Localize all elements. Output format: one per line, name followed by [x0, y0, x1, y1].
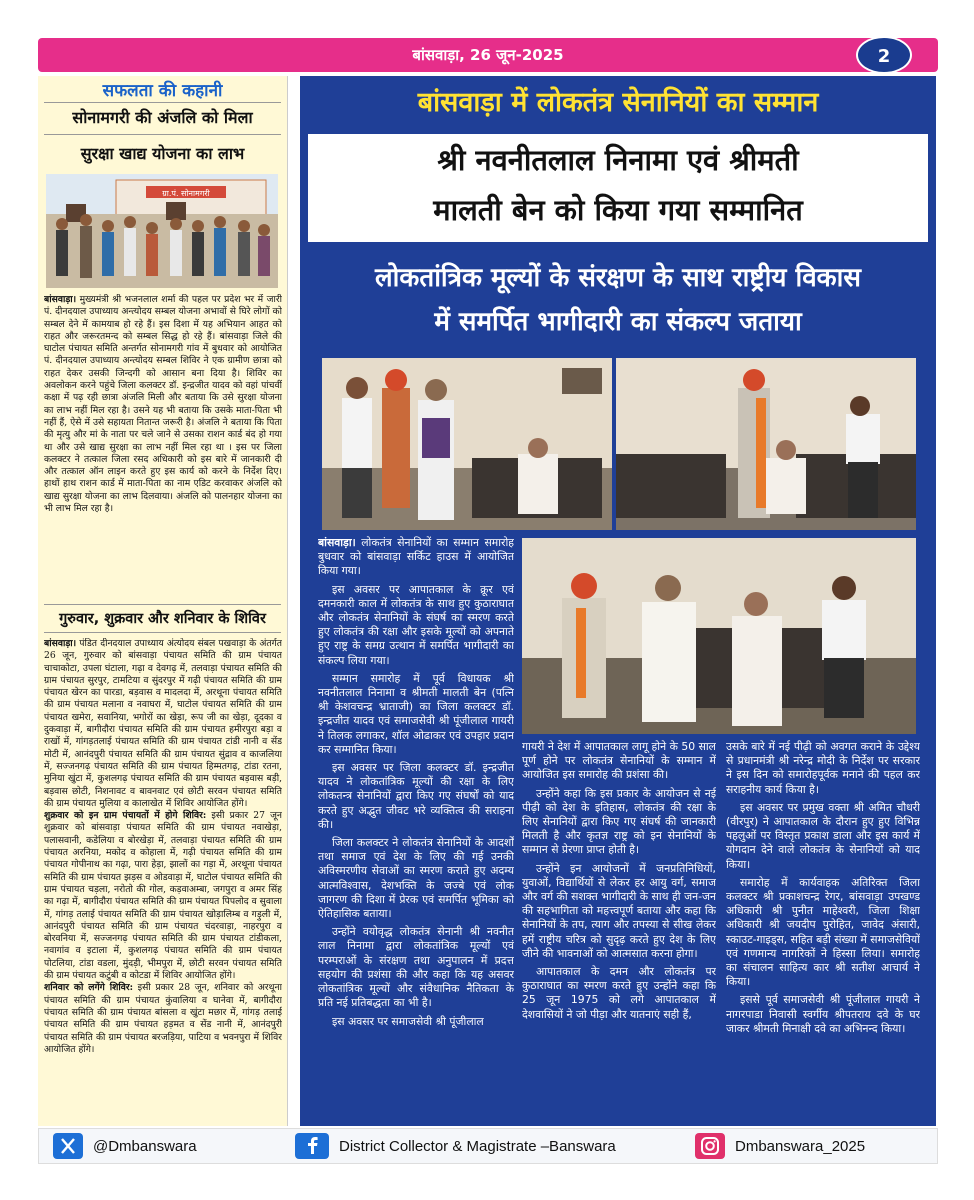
photo-3-graphic [522, 538, 916, 734]
page-header [38, 38, 938, 72]
story-headline-2: सुरक्षा खाद्य योजना का लाभ [80, 144, 245, 163]
divider [44, 102, 281, 103]
camp-subhead: गुरुवार, शुक्रवार और शनिवार के शिविर [59, 611, 266, 627]
main-title: बांसवाड़ा में लोकतंत्र सेनानियों का सम्मान [417, 87, 819, 118]
headline-line-1: श्री नवनीतलाल निनामा एवं श्रीमती [437, 143, 799, 177]
twitter-handle[interactable]: @Dmbanswara [93, 1138, 197, 1155]
page-number: 2 [856, 36, 912, 74]
article-column-2 [522, 740, 716, 1118]
article-column-3 [726, 740, 920, 1118]
paragraph: आपातकाल के दमन और लोकतंत्र पर कुठाराघात का स्मरण करते हुए उन्होंने कहा कि 25 जून 1975 को लगे आपातकाल में देशवासियों ने जो पीड़ा और यातनाएं सही हैं, [522, 965, 716, 1021]
story-dateline: बांसवाड़ा। [44, 294, 77, 305]
paragraph: इस अवसर पर समाजसेवी श्री पूंजीलाल [332, 1014, 484, 1028]
felicitation-photo-2 [616, 358, 916, 530]
article-column-1 [318, 536, 514, 1118]
paragraph: उन्होंने वयोवृद्ध लोकतंत्र सेनानी श्री नवनीत लाल निनामा द्वारा लोकतांत्रिक मूल्यों एवं परम्पराओं के संरक्षण तथा अनुपालन में प्रदत्त सहयोग की प्रशंसा की और कहा कि यह असवर लोकतांत्रिक मूल्यों और संवैधानिक नैतिकता के प्रति नई प्रतिबद्धता का भी है। [318, 925, 514, 1010]
camp-dateline: बांसवाड़ा। [44, 638, 77, 649]
paragraph [318, 536, 514, 579]
story-text: मुख्यमंत्री श्री भजनलाल शर्मा की पहल पर प्रदेश भर में जारी पं. दीनदयाल उपाध्याय अन्त्योदय सम्बल योजना अभावों से घिरे लोगों को सम्बल देने में कामयाब हो रहे हैं। इस दिशा में यह अभियान आहत को राहत और जरूरतमन्द को सम्बल सिद्ध हो रहे हैं। बांसवाड़ा जिले की घाटोल पंचायत समिति अन्तर्गत सोनामगरी गांव में बुधवार को आयोजित पं. दीनदयाल उपाध्याय अन्त्योदय सम्बल शिविर ने एक ग्रामीण छात्रा को राहत देकर उसकी जिन्दगी को आसान बना दिया है। शिविर का अवलोकन करने पहुंचे जिला कलक्टर डॉ. इन्द्रजीत यादव को वहां पांचवीं कक्षा में पढ़ रही छात्रा अंजलि मिली और बताया कि उसे सुरक्षा योजना का लाभ नहीं मिल रहा है। उसने यह भी बताया कि उसके माता-पिता भी नहीं हैं, ऐसे में उसे सहायता नितान्त जरूरी है। अंजलि ने बताया कि पिता की मृत्यु और मां के नाता पर चले जाने से उसका राशन कार्ड बंद हो गया था और उसे खाद्य सुरक्षा का लाभ नहीं मिल रहा था । इस पर जिला कलक्टर ने तत्काल जिला रसद अधिकारी को इस बारे में जानकारी दी और तत्काल ऑन लाइन करते हुए इस कार्य को करने के निर्देश दिए। हाथों हाथ राशन कार्ड में माता-पिता का नाम एडिट करवाकर अंजलि को खाद्य सुरक्षा योजना का लाभ दिलवाया। अंजलि को पालनहार योजना का भी लाभ मिल रहा है। [44, 294, 282, 515]
paragraph: समारोह में कार्यवाहक अतिरिक्त जिला कलक्टर श्री प्रकाशचन्द्र रेगर, बांसवाड़ा उपखण्ड अधिकारी श्री पुनीत माहेश्वरी, जिला शिक्षा अधिकारी श्री जयदीप पुरोहित, जावेद अंसारी, स्काउट-गाइड्स, सहित बड़ी संख्या में समाजसेवियों एवं गणमान्य नागरिकों ने हिस्सा लिया। समारोह का संचालन साहित्य कार श्री सतीश आचार्य ने किया। [726, 875, 920, 989]
instagram-glyph [695, 1133, 725, 1159]
paragraph: इस अवसर पर जिला कलक्टर डॉ. इन्द्रजीत यादव ने लोकतांत्रिक मूल्यों की रक्षा के लिए लोकतन्त्र सेनानियों द्वारा किए गए संघर्षों को याद करते हुए अद्भुत जीवट भरे व्यक्तित्व की सराहना की। [318, 761, 514, 831]
story-body [44, 294, 282, 600]
instagram-handle[interactable]: Dmbanswara_2025 [735, 1138, 866, 1155]
article-dateline: बांसवाड़ा। [318, 536, 356, 549]
paragraph: इस अवसर पर प्रमुख वक्ता श्री अमित चौधरी (वीरपुर) ने आपातकाल के दौरान हुए हुए विभिन्न पहलुओं पर विस्तृत प्रकाश डाला और इस कार्य में योगदान देने वाले लोकतंत्र के सेनानियों को याद किया। [726, 800, 920, 871]
friday-head: शुक्रवार को इन ग्राम पंचायतों में होगे शिविर: [44, 810, 207, 822]
x-twitter-glyph [53, 1133, 83, 1159]
paragraph: जिला कलक्टर ने लोकतंत्र सेनानियों के आदर्शों तथा समाज एवं देश के लिए की गई उनकी अविस्मरणीय सेवाओं का स्मरण कराते हुए अदम्य आत्मविश्वास, देशभक्ति के जज्बे एवं लोक जागरण की दिशा में प्रेरक एवं समर्पित भूमिका को ऐतिहासिक बताया। [318, 836, 514, 921]
paragraph-text: लोकतंत्र सेनानियों का सम्मान समारोह बुधवार को बांसवाड़ा सर्किट हाउस में आयोजित किया गया। [318, 536, 514, 578]
date-line: बांसवाड़ा, 26 जून-2025 [412, 46, 564, 64]
subtitle-line-1: लोकतांत्रिक मूल्यों के संरक्षण के साथ राष्ट्रीय विकास [375, 263, 861, 293]
divider [44, 134, 281, 135]
divider [44, 632, 281, 633]
paragraph: इस अवसर पर आपातकाल के क्रूर एवं दमनकारी काल में लोकतंत्र के साथ हुए कुठाराघात और लोकतंत्र सेनानियों के संघर्ष का स्मरण करते हुए लोकतंत्र की रक्षा और इसके मूल्यों को अपनाते हुए राष्ट्र के समग्र उत्थान में समर्पित भागीदारी का संकल्प लिया गया। [318, 582, 514, 667]
divider [44, 604, 281, 605]
facebook-icon[interactable] [295, 1133, 329, 1159]
friday-text: इसी प्रकार 27 जून शुक्रवार को बांसवाड़ा पंचायत समिति की ग्राम पंचायत नवाखेड़ा, पलासवानी, कडेलिया व बोरखेड़ा में, तलवाड़ा पंचायत समिति की ग्राम पंचायत अरनिया, मकोद व कोहाला में, गढ़ी पंचायत समिति की ग्राम पंचायत गोपीनाथ का गढ़ा, पारा हेड़ा, झालों का गड़ा में, अरथूना पंचायत समिति की ग्राम पंचायत झड़स व ओडवाड़ा में, घाटोल पंचायत समिति की ग्राम पंचायत चड़ला, नरोतो की गोल, कड़वाअम्बा, जगपुरा व अमर सिंह का गढ़ा में, बागीदौरा पंचायत समिति की ग्राम पंचायत पिपलोद व सुवाला में, गांगड़ तलाई पंचायत समिति की ग्राम पंचायत खोड़ालिम्ब व गड़ुली में, आनंदपुरी पंचायत समिति की ग्राम पंचायत चंदरवाड़ा, नाहरपुरा व बोरवनिया में, सज्जनगढ़ पंचायत समिति की ग्राम पंचायत टांडीकला, नवागांव व इटाला में, कुशलगढ़ पंचायत समिति की ग्राम पंचायत पोटलिया, टांडा वडला, मुंदड़ी, भीमपुरा में, छोटी सरवन पंचायत समिति की ग्राम पंचायत कटुंबी व कोटडा में शिविर आयोजित होंगे। [44, 810, 282, 982]
subtitle-line-2: में समर्पित भागीदारी का संकल्प जताया [434, 307, 802, 337]
photo-2-graphic [616, 358, 916, 530]
camp-text: पंडित दीनदयाल उपाध्याय अंत्योदय संबल पखवाड़ा के अंतर्गत 26 जून, गुरुवार को बांसवाड़ा पंचायत समिति की ग्राम पंचायत चाचाकोटा, उपला घंटाला, गढ़ा व देवगढ़ में, तलवाड़ा पंचायत समिति की ग्राम पंचायत सुरपुर, टामटिया व सुंदरपुर में गढ़ी पंचायत समिति की ग्राम पंचायत खेरन का पारडा, बड़वास व मादलदा में, अरथूना पंचायत समिति की ग्राम पंचायत मलाना व नवाघरा में, घाटोल पंचायत समिति की ग्राम पंचायत खमेरा, सवानिया, भगोरों का खेड़ा, रूप जी का खेड़ा, दूदका व दुकवाड़ा में, बागीदौरा पंचायत समिति की ग्राम पंचायत हमीरपुरा बड़ा व राखों में, गांगड़तलाई पंचायत समिति की ग्राम पंचायत टांडी नानी व सेंड मोटी में, आनंदपुरी पंचायत समिति की ग्राम पंचायत सुंद्राव व काजलिया में, सज्जनगढ़ पंचायत समिति की ग्राम पंचायत हिम्मतगढ़, टांडा रतना, मुनिया खुंटा में, कुशलगढ़ पंचायत समिति की ग्राम पंचायत बड़वास बड़ी, बड़वास छोटी, निशनावट व बावनवाट एवं छोटी सरवन पंचायत समिति की ग्राम पंचायत मुलिया व कालाखेत में शिविर आयोजित होंगे। [44, 638, 282, 809]
headline-box [308, 134, 928, 242]
x-twitter-icon[interactable] [53, 1133, 83, 1159]
paragraph: सम्मान समारोह में पूर्व विधायक श्री नवनीतलाल निनामा व श्रीमती मालती बेन (पत्नि श्री केशवचन्द्र भ्राताजी) का जिला कलक्टर डॉ. इन्द्रजीत यादव एवं समाजसेवी श्री पूंजीलाल गायरी ने तिलक लगाकर, शॉल ओढाकर एवं उपहार प्रदान कर सम्मानित किया। [318, 671, 514, 756]
paragraph: उन्होंने इन आयोजनों में जनप्रतिनिधियों, युवाओं, विद्यार्थियों से लेकर हर आयु वर्ग, समाज और वर्ग की सशक्त भागीदारी के साथ ही जन-जन की सहभागिता को महत्त्वपूर्ण बताया और कहा कि सेनानियों के तप, त्याग और तपस्या से सीख लेकर हमें राष्ट्रीय चरित्र को सुदृढ़ करते हुए देश के लिए जीने की भावनाओं को आत्मसात करना होगा। [522, 861, 716, 960]
camp-photo [46, 174, 278, 288]
saturday-head: शनिवार को लगेंगे शिविर: [44, 982, 133, 994]
paragraph: गायरी ने देश में आपातकाल लागू होने के 50 साल पूर्ण होने पर लोकतंत्र सेनानियों के सम्मान में आयोजित इस समारोह की प्रशंसा की। [522, 740, 716, 782]
facebook-page-name[interactable]: District Collector & Magistrate –Banswara [339, 1138, 616, 1155]
photo-sign-text: ग्रा.पं. सोनामगरी [162, 189, 210, 198]
success-story-column [38, 76, 288, 1126]
camp-photo-graphic [46, 174, 278, 288]
instagram-icon[interactable] [695, 1133, 725, 1159]
paragraph: उसके बारे में नई पीढ़ी को अवगत कराने के उद्देश्य से प्रधानमंत्री श्री नरेन्द्र मोदी के निर्देश पर सरकार ने इस दिन को समारोहपूर्वक मनाने की पहल कर सराहनीय कार्य किया है। [726, 740, 920, 796]
story-headline-1: सोनामगरी की अंजलि को मिला [72, 108, 253, 127]
headline-line-2: मालती बेन को किया गया सम्मानित [433, 193, 803, 227]
paragraph: उन्होंने कहा कि इस प्रकार के आयोजन से नई पीढ़ी को देश के इतिहास, लोकतंत्र की रक्षा के लिए सेनानियों द्वारा किए गए संघर्ष की जानकारी मिलती है और कृतज्ञ राष्ट्र को इन सेनानियों के सम्मान से प्रेरणा प्राप्त होती है। [522, 786, 716, 857]
paragraph: इससे पूर्व समाजसेवी श्री पूंजीलाल गायरी ने नागरपाडा निवासी स्वर्गीय श्रीपतराय दवे के घर जाकर श्रीमती मिनाक्षी दवे का अभिनन्द किया। [726, 993, 920, 1035]
photo-1-graphic [322, 358, 612, 530]
story-kicker: सफलता की कहानी [102, 81, 223, 101]
saturday-text: इसी प्रकार 28 जून, शनिवार को अरथूना पंचायत समिति की ग्राम पंचायत कुंवालिया व घानेवा में, बागीदौरा पंचायत समिति की ग्राम पंचायत बांसला व खुंटा मछार में, गांगड़ तलाई पंचायत समिति की ग्राम पंचायत हड़मत व सेंड नानी में, आनंदपुरी पंचायत समिति की ग्राम पंचायत बरजड़िया, पाटिया व भवनपुरा में शिविर आयोजित होंगे। [44, 982, 282, 1055]
social-footer [38, 1128, 938, 1164]
felicitation-photo-1 [322, 358, 612, 530]
main-story-panel [300, 76, 936, 1126]
felicitation-photo-3 [522, 538, 916, 734]
facebook-glyph [295, 1133, 329, 1159]
camp-body [44, 638, 282, 1124]
